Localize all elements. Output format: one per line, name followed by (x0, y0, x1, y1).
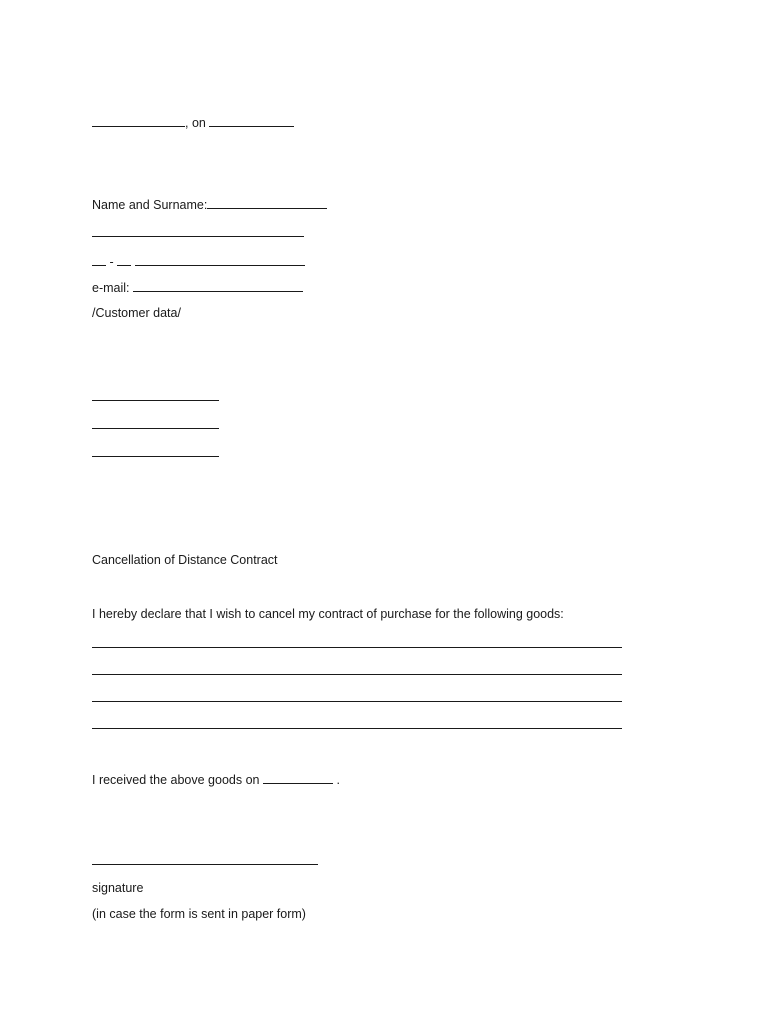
recipient-line-3[interactable] (92, 456, 219, 457)
postcode-part1-blank[interactable] (92, 253, 106, 266)
declaration-text: I hereby declare that I wish to cancel my contract of purchase for the following goods: (92, 607, 564, 621)
recipient-line-2[interactable] (92, 428, 219, 429)
goods-line-1[interactable] (92, 647, 622, 648)
received-label: I received the above goods on (92, 773, 260, 787)
name-surname-blank[interactable] (207, 196, 327, 209)
goods-line-3[interactable] (92, 701, 622, 702)
signature-line[interactable] (92, 864, 318, 865)
postcode-dash: - (109, 255, 114, 269)
place-blank[interactable] (92, 114, 185, 127)
customer-data-label: /Customer data/ (92, 306, 181, 320)
recipient-line-1[interactable] (92, 400, 219, 401)
received-date-blank[interactable] (263, 771, 333, 784)
place-date-line (92, 114, 294, 131)
name-surname-line (92, 196, 327, 213)
received-period: . (336, 773, 340, 787)
email-line (92, 279, 303, 296)
received-line (92, 771, 340, 788)
name-surname-label: Name and Surname: (92, 198, 208, 212)
email-label: e-mail: (92, 281, 130, 295)
email-blank[interactable] (133, 279, 303, 292)
signature-label: signature (92, 881, 144, 895)
signature-note: (in case the form is sent in paper form) (92, 907, 306, 921)
document-title: Cancellation of Distance Contract (92, 553, 278, 567)
address-line-blank[interactable] (92, 236, 304, 237)
on-label: , on (185, 116, 206, 130)
postcode-city-line (92, 253, 305, 270)
date-blank[interactable] (209, 114, 294, 127)
postcode-part2-blank[interactable] (117, 253, 131, 266)
goods-line-4[interactable] (92, 728, 622, 729)
goods-line-2[interactable] (92, 674, 622, 675)
city-blank[interactable] (135, 253, 305, 266)
